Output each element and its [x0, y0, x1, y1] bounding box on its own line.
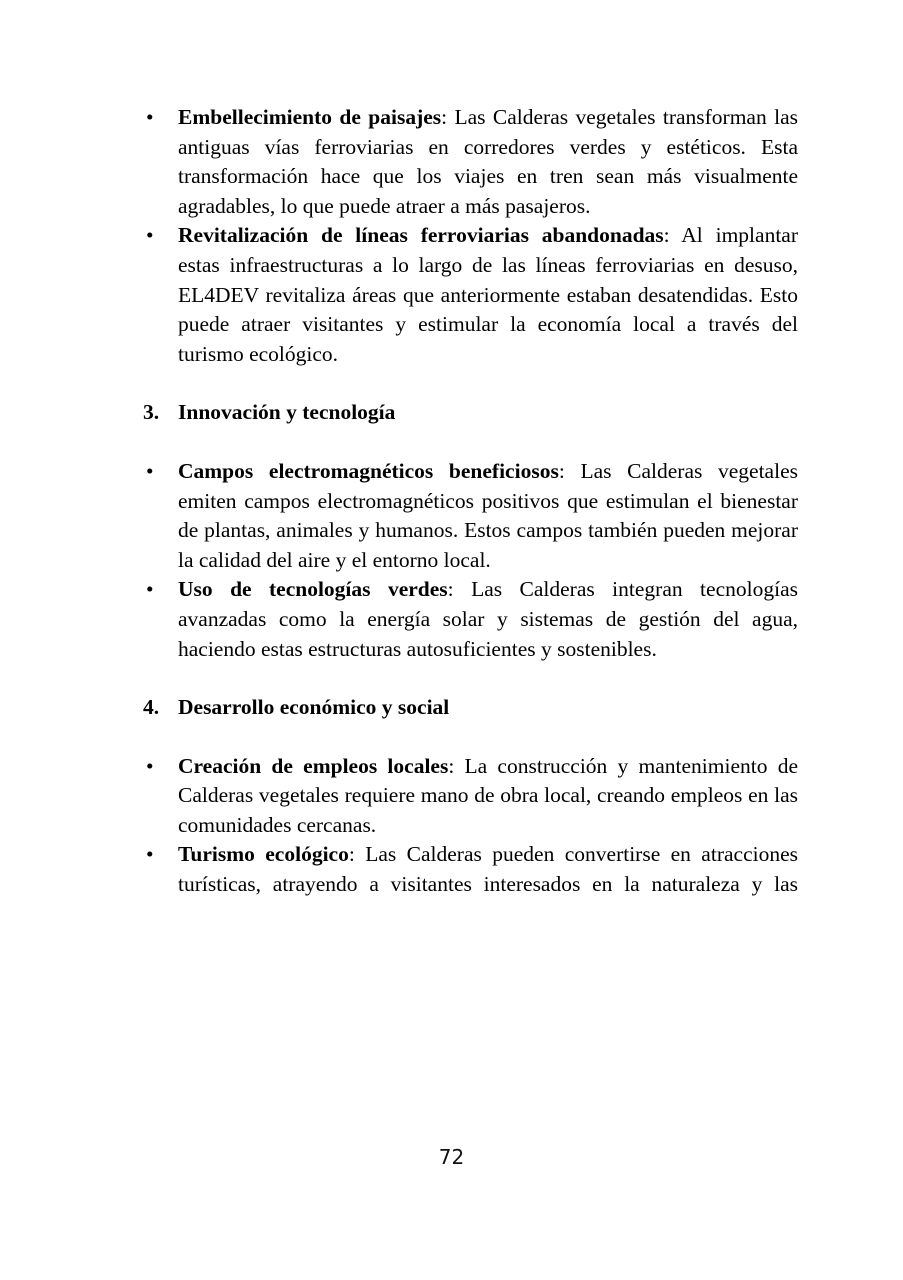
list-item-separator: : [558, 458, 581, 483]
list-item-lead: Creación de empleos locales [178, 753, 449, 778]
list-item [143, 840, 798, 929]
list-item [143, 575, 798, 664]
section-heading [143, 693, 798, 723]
section-heading-number: 3. [143, 400, 160, 425]
list-item-lead: Revitalización de líneas ferroviarias abandonadas [178, 223, 664, 248]
list-item [143, 103, 798, 221]
list-item-body: Al implantar estas infraestructuras a lo largo de las líneas ferroviarias en desuso, EL4DEV revitaliza áreas que anteriormente estaban desatendidas. Esto puede atraer visitantes y estimular la economía local a través del turismo ecológico. [178, 223, 798, 366]
bullet-list [143, 457, 798, 664]
list-item-paragraph [178, 752, 798, 841]
list-item [143, 221, 798, 369]
list-item-body: Las Calderas integran tecnologías avanzadas como la energía solar y sistemas de gestión del agua, haciendo estas estructuras autosuficientes y sostenibles. [178, 577, 798, 661]
list-item [143, 752, 798, 841]
list-item-separator: : [663, 223, 682, 248]
list-item-paragraph [178, 840, 798, 929]
list-item-paragraph [178, 457, 798, 575]
section-heading-number: 4. [143, 695, 160, 720]
list-item-body: La construcción y mantenimiento de Calderas vegetales requiere mano de obra local, creando empleos en las comunidades cercanas. [178, 753, 798, 837]
list-item-body: Las Calderas vegetales transforman las antiguas vías ferroviarias en corredores verdes y estéticos. Esta transformación hace que los viajes en tren sean más visualmente agradables, lo que puede atraer a más pasajeros. [178, 105, 798, 218]
list-item-lead: Turismo ecológico [178, 842, 349, 867]
list-item-lead: Uso de tecnologías verdes [178, 577, 448, 602]
section-heading [143, 398, 798, 428]
bullet-list [143, 103, 798, 369]
list-item-lead: Campos electromagnéticos beneficiosos [178, 458, 559, 483]
section-heading-title: Desarrollo económico y social [178, 695, 450, 720]
list-item-paragraph [178, 221, 798, 369]
list-item-paragraph [178, 575, 798, 664]
list-item-separator: : [348, 842, 366, 867]
list-item [143, 457, 798, 575]
section-heading-title: Innovación y tecnología [178, 400, 396, 425]
list-item-body: Las Calderas vegetales emiten campos electromagnéticos positivos que estimulan el bienestar de plantas, animales y humanos. Estos campos también pueden mejorar la calidad del aire y el entorno local. [178, 458, 798, 572]
page-number: 72 [438, 1145, 465, 1169]
page-content [143, 103, 798, 929]
list-item-separator: : [441, 105, 455, 129]
bullet-list [143, 752, 798, 930]
list-item-separator: : [447, 577, 472, 602]
list-item-body: Las Calderas pueden convertirse en atracciones turísticas, atrayendo a visitantes interesados en la naturaleza y las [178, 842, 798, 897]
content-blocks [143, 103, 798, 929]
list-item-lead: Embellecimiento de paisajes [178, 105, 442, 129]
list-item-paragraph [178, 103, 798, 221]
list-item-separator: : [448, 753, 465, 778]
